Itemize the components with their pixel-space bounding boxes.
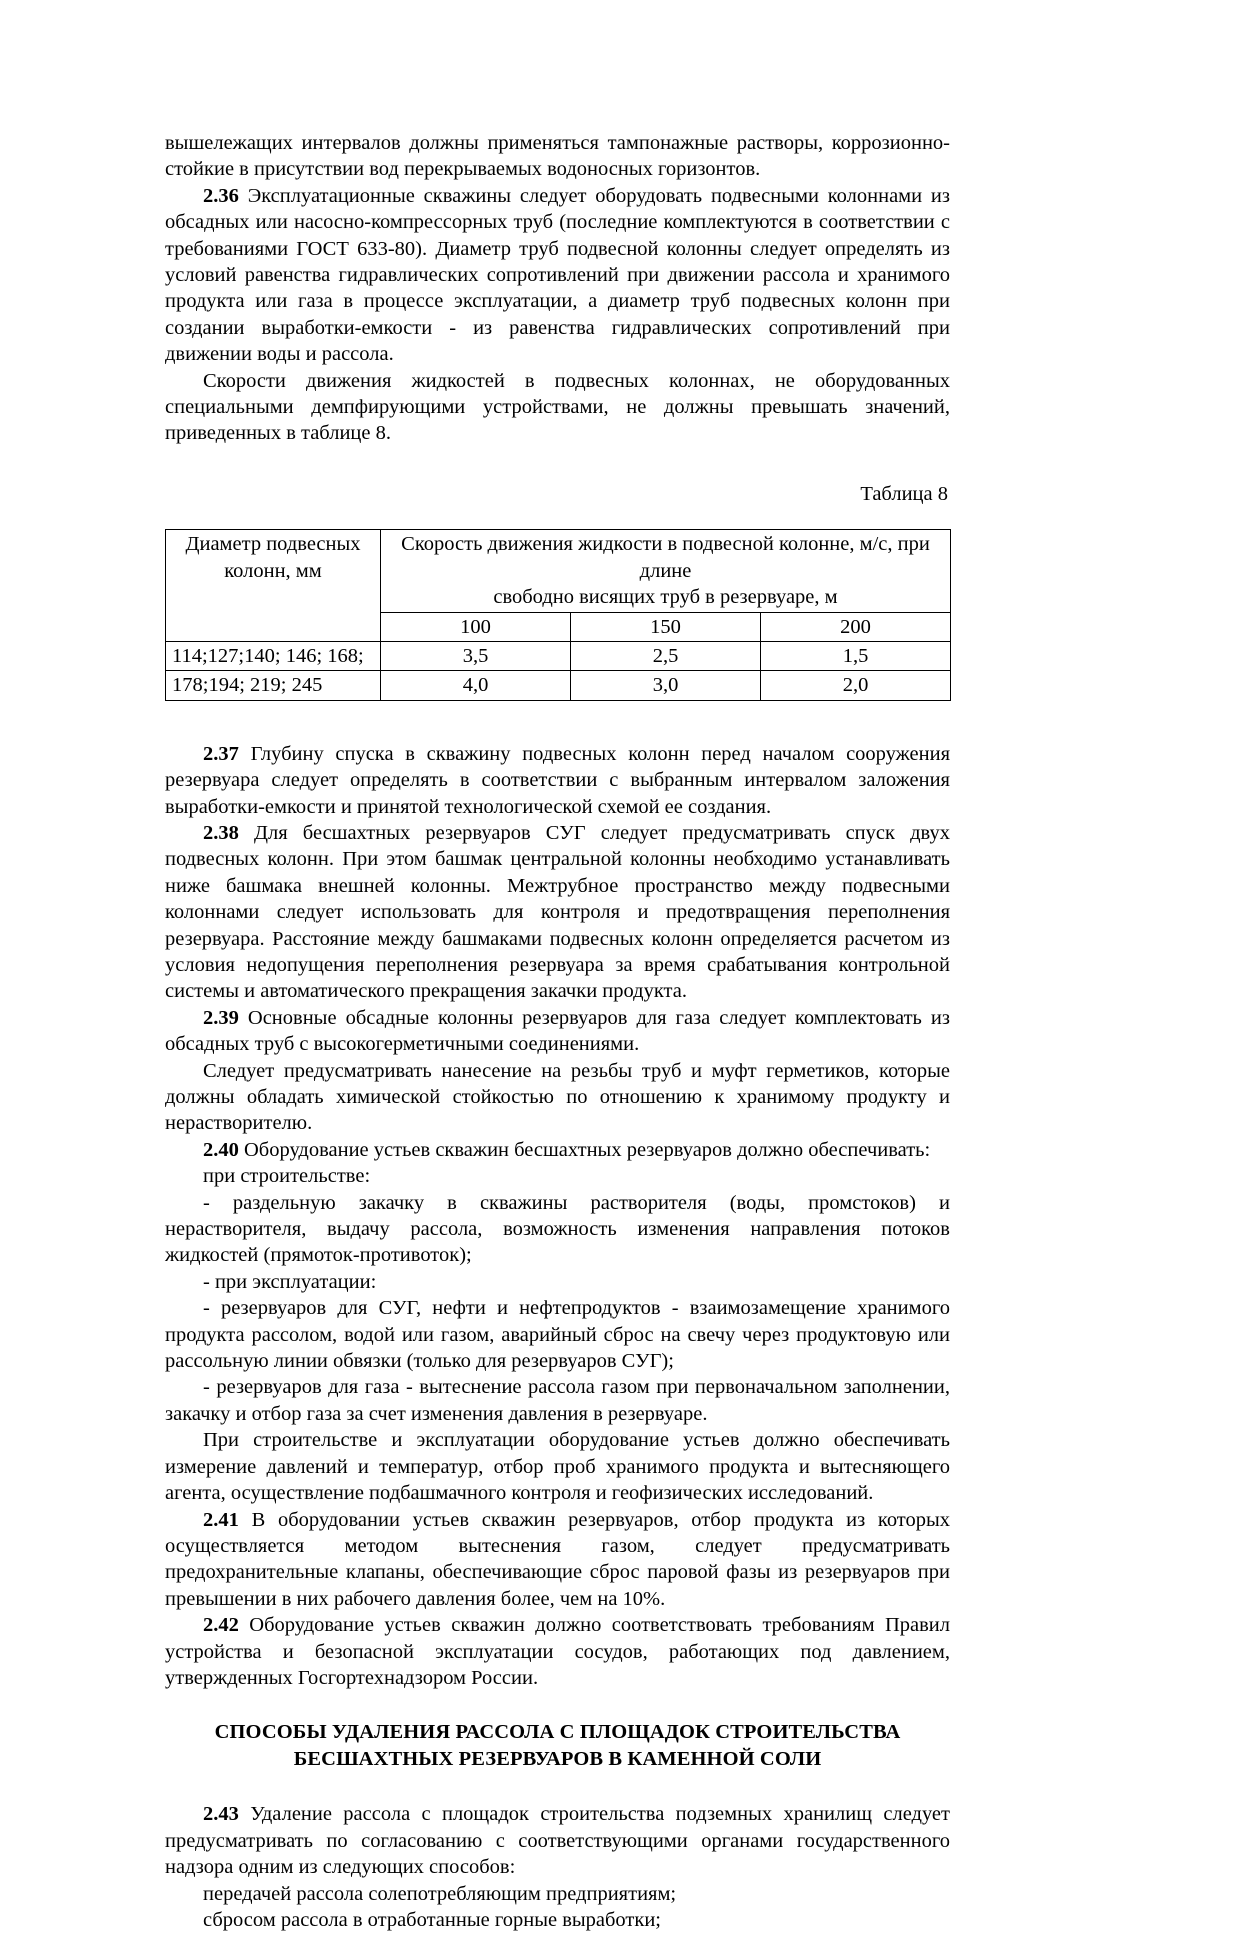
paragraph-number-2-37: 2.37: [203, 742, 239, 765]
list-item-lpg: - резервуаров для СУГ, нефти и нефтепродуктов - взаимозамещение хранимого продукта рассолом, водой или газом, аварийный сброс на свечу через продуктовую или рассольную линии обвязки (только для резервуаров СУГ);: [165, 1297, 950, 1373]
spacer: [165, 1691, 950, 1719]
paragraph-2-36-text: Эксплуатационные скважины следует оборудовать подвесными колоннами из обсадных или насосно-компрессорных труб (последние комплектуются в соответствии с требованиями ГОСТ 633-80). Диаметр труб подвесной колонны следует определять из условий равенства гидравлических сопротивлений при движении рассола и хранимого продукта или газа в процессе эксплуатации, а диаметр труб подвесных колонн при создании выработки-емкости - из равенства гидравлических сопротивлений при движении воды и рассола.: [165, 184, 951, 366]
table-cell-value-1-150: 2,5: [571, 641, 761, 670]
table-cell-value-1-100: 3,5: [381, 641, 571, 670]
table-header-diameter-line1: Диаметр подвесных: [185, 533, 361, 556]
paragraph-2-37-text: Глубину спуска в скважину подвесных колонн перед началом сооружения резервуара следует определять в соответствии с выбранным интервалом заложения выработки-емкости и принятой технологической схемой ее создания.: [165, 742, 950, 818]
table-subheader-100: 100: [381, 612, 571, 641]
paragraph-number-2-42: 2.42: [203, 1614, 239, 1637]
paragraph-2-40-text: Оборудование устьев скважин бесшахтных резервуаров должно обеспечивать:: [244, 1138, 931, 1161]
table-8: [165, 529, 951, 700]
paragraph-2-38-text: Для бесшахтных резервуаров СУГ следует предусматривать спуск двух подвесных колонн. При этом башмак центральной колонны необходимо устанавливать ниже башмака внешней колонны. Межтрубное пространство между подвесными колоннами следует использовать для контроля и предотвращения переполнения резервуара. Расстояние между башмаками подвесных колонн определяется расчетом из условия недопущения переполнения резервуара за время срабатывания контрольной системы и автоматического прекращения закачки продукта.: [165, 821, 950, 1003]
section-heading-line-1: СПОСОБЫ УДАЛЕНИЯ РАССОЛА С ПЛОЩАДОК СТРОИТЕЛЬСТВА: [214, 1721, 901, 1744]
document-body: [165, 130, 950, 1933]
table-cell-value-1-200: 1,5: [761, 641, 951, 670]
paragraph-number-2-43: 2.43: [203, 1803, 239, 1826]
table-caption: Таблица 8: [860, 482, 948, 505]
paragraph-2-36: [165, 183, 950, 368]
paragraph-number-2-40: 2.40: [203, 1138, 239, 1161]
paragraph-2-43-text: Удаление рассола с площадок строительства подземных хранилищ следует предусматривать по согласованию с соответствующими органами государственного надзора одним из следующих способов:: [165, 1803, 950, 1879]
list-item-construction: при строительстве:: [203, 1165, 371, 1188]
table-cell-value-2-200: 2,0: [761, 671, 951, 700]
spacer: [165, 1773, 950, 1801]
paragraph-sealants: Следует предусматривать нанесение на резьбы труб и муфт герметиков, которые должны обладать химической стойкостью по отношению к хранимому продукту и нерастворителю.: [165, 1059, 950, 1135]
table-cell-diameters-2: 178;194; 219; 245: [166, 671, 381, 700]
table-header-speed-line2: свободно висящих труб в резервуаре, м: [493, 586, 838, 609]
table-subheader-200: 200: [761, 612, 951, 641]
list-item-injection: - раздельную закачку в скважины растворителя (воды, промстоков) и нерастворителя, выдачу рассола, возможность изменения направления потоков жидкостей (прямоток-противоток);: [165, 1191, 950, 1267]
paragraph-2-39-text: Основные обсадные колонны резервуаров для газа следует комплектовать из обсадных труб с высокогерметичными соединениями.: [165, 1006, 951, 1056]
table-row: [166, 641, 951, 670]
paragraph-2-41-text: В оборудовании устьев скважин резервуаров, отбор продукта из которых осуществляется методом вытеснения газом, следует предусматривать предохранительные клапаны, обеспечивающие сброс паровой фазы из резервуаров при превышении в них рабочего давления более, чем на 10%.: [165, 1508, 951, 1610]
paragraph-speeds: Скорости движения жидкостей в подвесных колоннах, не оборудованных специальными демпфирующими устройствами, не должны превышать значений, приведенных в таблице 8.: [165, 369, 950, 445]
paragraph-2-42: [165, 1612, 950, 1691]
paragraph-intro: вышележащих интервалов должны применяться тампонажные растворы, коррозионно-стойкие в присутствии вод перекрываемых водоносных горизонтов.: [165, 132, 950, 181]
list-item-discharge: сбросом рассола в отработанные горные выработки;: [203, 1908, 661, 1931]
table-row: [166, 671, 951, 700]
paragraph-2-40: [165, 1137, 950, 1163]
table-header-diameter-line2: колонн, мм: [224, 559, 322, 582]
section-heading-line-2: БЕСШАХТНЫХ РЕЗЕРВУАРОВ В КАМЕННОЙ СОЛИ: [293, 1748, 822, 1771]
paragraph-number-2-38: 2.38: [203, 821, 239, 844]
table-cell-diameters-1: 114;127;140; 146; 168;: [166, 641, 381, 670]
table-subheader-150: 150: [571, 612, 761, 641]
paragraph-2-37: [165, 741, 950, 820]
paragraph-number-2-39: 2.39: [203, 1006, 239, 1029]
table-header-diameter: [166, 530, 381, 642]
table-cell-value-2-100: 4,0: [381, 671, 571, 700]
section-heading: [165, 1719, 950, 1773]
paragraph-number-2-41: 2.41: [203, 1508, 239, 1531]
paragraph-2-43: [165, 1801, 950, 1880]
table-header-row: [166, 530, 951, 612]
table-header-speed-line1: Скорость движения жидкости в подвесной колонне, м/с, при длине: [401, 533, 930, 582]
paragraph-2-42-text: Оборудование устьев скважин должно соответствовать требованиям Правил устройства и безопасной эксплуатации сосудов, работающих под давлением, утвержденных Госгортехнадзором России.: [165, 1614, 950, 1689]
table-cell-value-2-150: 3,0: [571, 671, 761, 700]
spacer: [165, 447, 950, 481]
paragraph-number-2-36: 2.36: [203, 184, 239, 207]
paragraph-2-38: [165, 820, 950, 1005]
paragraph-2-39: [165, 1005, 950, 1058]
paragraph-2-41: [165, 1507, 950, 1613]
paragraph-measurement: При строительстве и эксплуатации оборудование устьев должно обеспечивать измерение давлений и температур, отбор проб хранимого продукта и вытесняющего агента, осуществление подбашмачного контроля и геофизических исследований.: [165, 1429, 950, 1505]
spacer: [165, 701, 950, 741]
table-header-speed: [381, 530, 951, 612]
list-item-transfer: передачей рассола солепотребляющим предприятиям;: [203, 1882, 677, 1905]
list-item-gas: - резервуаров для газа - вытеснение рассола газом при первоначальном заполнении, закачку и отбор газа за счет изменения давления в резервуаре.: [165, 1376, 950, 1425]
list-item-operation: - при эксплуатации:: [203, 1270, 377, 1293]
spacer: [165, 507, 950, 529]
